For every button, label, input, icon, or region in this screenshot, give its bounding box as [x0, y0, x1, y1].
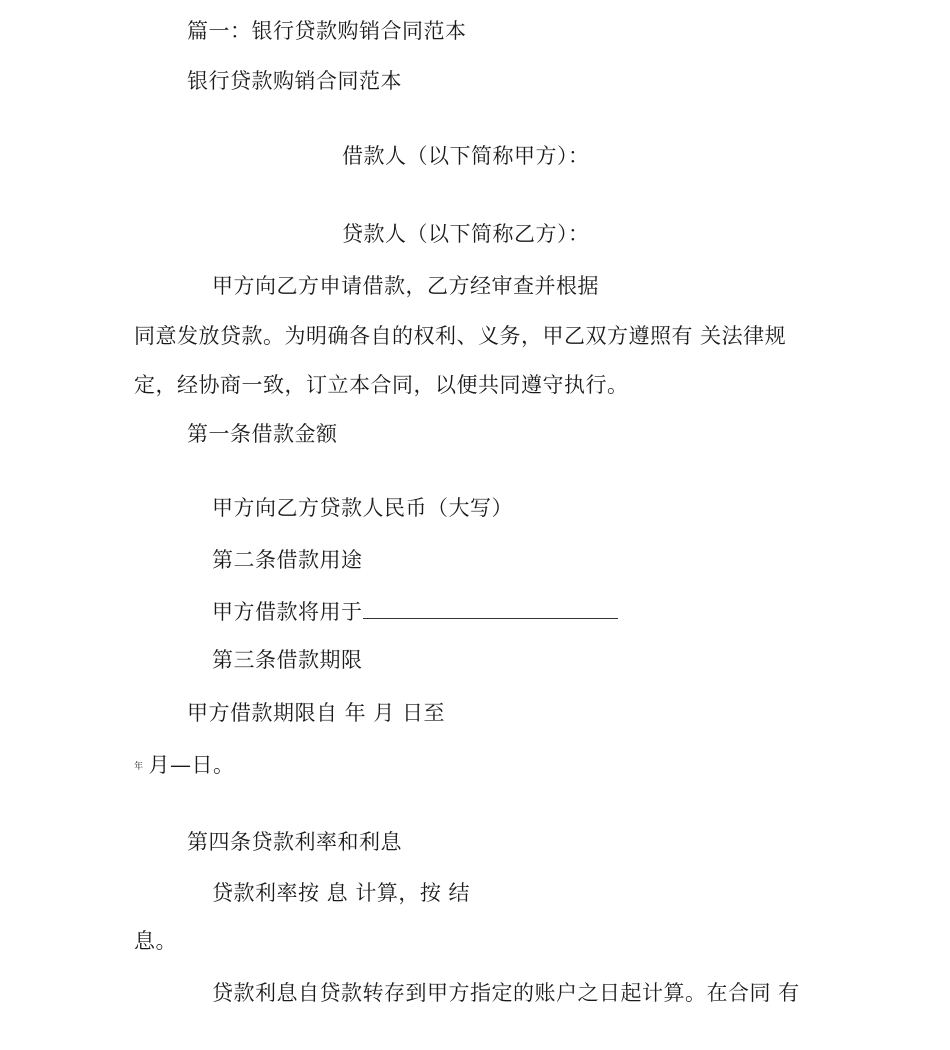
- article-1-title: 第一条借款金额: [187, 422, 338, 446]
- document-header-title: 篇一：银行贷款购销合同范本: [187, 19, 467, 43]
- article-3-tiny-year: 年: [134, 761, 144, 772]
- intro-paragraph-line-2: 同意发放贷款。为明确各自的权利、义务，甲乙双方遵照有 关法律规: [134, 324, 787, 348]
- article-2-body: [212, 599, 618, 625]
- intro-paragraph-line-3: 定，经协商一致，订立本合同，以便共同遵守执行。: [134, 373, 629, 397]
- lender-line: 贷款人（以下简称乙方）：: [342, 222, 590, 246]
- purpose-blank-underline: [363, 600, 618, 619]
- article-4-end: 息。: [134, 929, 177, 953]
- article-4-interest: 贷款利息自贷款转存到甲方指定的账户之日起计算。在合同 有: [212, 981, 800, 1005]
- article-4-title: 第四条贷款利率和利息: [187, 830, 402, 854]
- borrower-line: 借款人（以下简称甲方）：: [342, 144, 590, 168]
- article-4-body: 贷款利率按 息 计算，按 结: [212, 881, 471, 905]
- article-3-title: 第三条借款期限: [212, 648, 363, 672]
- article-1-body: 甲方向乙方贷款人民币（大写）: [212, 496, 513, 520]
- article-3-body: 甲方借款期限自 年 月 日至: [187, 701, 446, 725]
- article-2-title: 第二条借款用途: [212, 548, 363, 572]
- article-3-end-text: 月—日。: [148, 753, 235, 777]
- article-2-body-text: 甲方借款将用于: [212, 600, 363, 624]
- intro-paragraph-line-1: 甲方向乙方申请借款，乙方经审查并根据: [212, 274, 599, 298]
- contract-title: 银行贷款购销合同范本: [187, 69, 402, 93]
- article-3-end: [134, 752, 235, 780]
